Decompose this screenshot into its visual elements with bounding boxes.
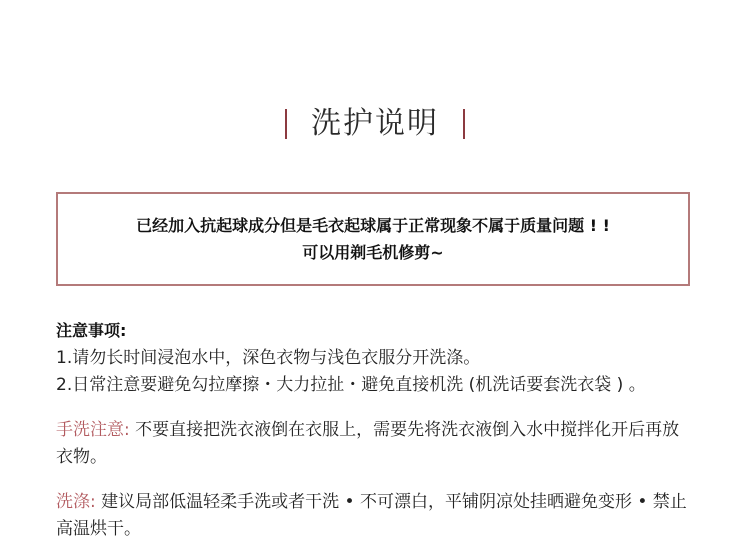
notice-line-2: 可以用剃毛机修剪~ [302, 243, 444, 262]
notice-box [56, 192, 690, 286]
page-title: 洗护说明 [311, 106, 439, 141]
page-title-row [0, 104, 750, 144]
handwash-label: 手洗注意: [56, 420, 130, 440]
wash-paragraph [56, 489, 696, 543]
title-right-bar [463, 109, 465, 139]
wash-label: 洗涤: [56, 492, 96, 512]
notice-line-1: 已经加入抗起球成分但是毛衣起球属于正常现象不属于质量问题 ! ! [136, 216, 610, 235]
attention-heading: 注意事项: [56, 321, 127, 340]
title-left-bar [285, 109, 287, 139]
attention-item-1: 1.请勿长时间浸泡水中，深色衣物与浅色衣服分开洗涤。 [56, 348, 481, 368]
handwash-paragraph [56, 417, 696, 471]
attention-item-2: 2.日常注意要避免勾拉摩擦・大力拉扯・避免直接机洗 (机洗话要套洗衣袋 ) 。 [56, 375, 646, 395]
handwash-text: 不要直接把洗衣液倒在衣服上，需要先将洗衣液倒入水中搅拌化开后再放衣物。 [56, 420, 680, 467]
care-instructions [56, 318, 696, 543]
wash-text: 建议局部低温轻柔手洗或者干洗 • 不可漂白，平铺阴凉处挂晒避免变形 • 禁止高温烘干。 [56, 492, 687, 539]
